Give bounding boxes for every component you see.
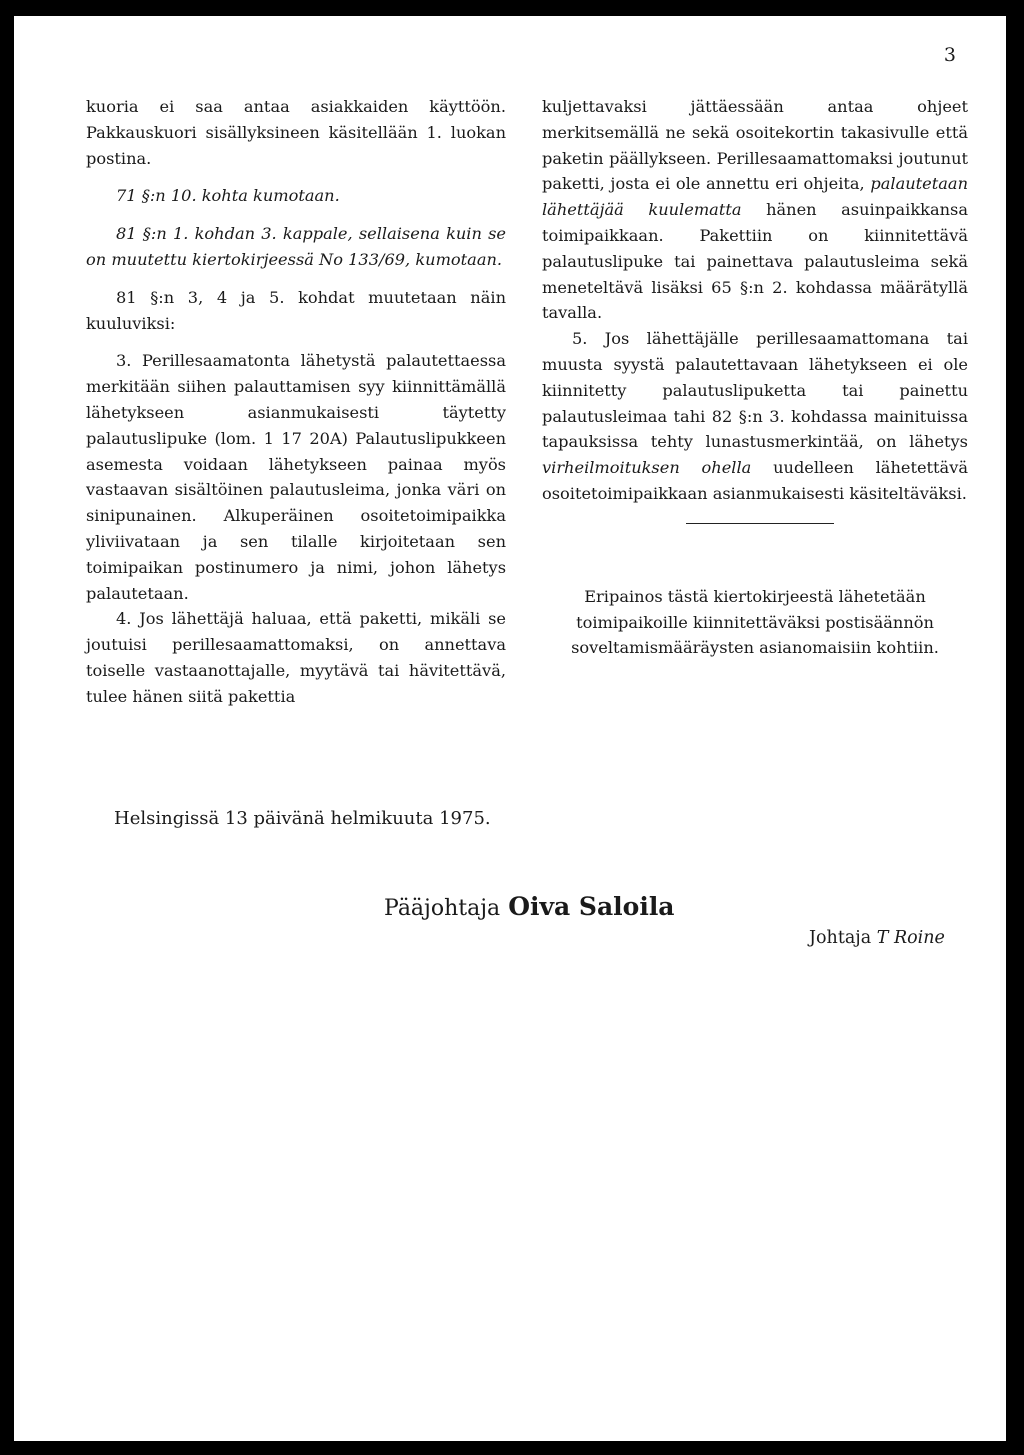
paragraph [542, 94, 968, 326]
paragraph [542, 326, 968, 507]
paragraph: 81 §:n 1. kohdan 3. kappale, sellaisena kuin se on muutettu kiertokirjeessä No 133/69, kumotaan. [86, 224, 506, 269]
page-number: 3 [943, 44, 956, 66]
right-column [542, 94, 968, 661]
document-page [14, 16, 1006, 1441]
emphasis-text: palautetaan lähettäjää kuulematta [542, 174, 968, 220]
signature-director [809, 928, 945, 948]
paragraph: 4. Jos lähettäjä haluaa, että paketti, mikäli se joutuisi perillesaamattomaksi, on annettava toiselle vastaanottajalle, myytävä tai hävitettävä, tulee hänen siitä pakettia [86, 609, 506, 706]
emphasis-text: virheilmoituksen ohella [542, 458, 752, 478]
text-run: 5. Jos lähettäjälle perillesaamattomana tai muusta syystä palautettavaan lähetykseen ei ole kiinnitetty palautuslipuketta tai painettu palautusleimaa tahi 82 §:n 3. kohdassa mainituissa tapauksissa tehty lunastusmerkintää, on lähetys [542, 329, 968, 452]
reprint-note: Eripainos tästä kiertokirjeestä lähetetään toimipaikoille kiinnitettäväksi postisäännön soveltamismääräysten asianomaisiin kohtiin. [571, 586, 939, 658]
text-run: kuljettavaksi jättäessään antaa ohjeet merkitsemällä ne sekä osoitekortin takasivulle että paketin päällykseen. Perillesaamattomaksi joutunut paketti, josta ei ole annettu eri ohjeita, [542, 97, 968, 194]
date-line: Helsingissä 13 päivänä helmikuuta 1975. [114, 808, 491, 829]
text-run: hänen asuinpaikkansa toimipaikkaan. Pakettiin on kiinnitettävä palautuslipuke tai painettava palautusleima sekä meneteltävä lisäksi 65 §:n 2. kohdassa määrätyllä tavalla. [542, 200, 968, 323]
text-run: uudelleen lähetettävä osoitetoimipaikkaan asianmukaisesti käsiteltäväksi. [542, 458, 968, 503]
signature-director-general [384, 892, 675, 921]
signature-name: Oiva Saloila [508, 892, 675, 921]
separator-rule [686, 523, 834, 524]
signature-name: T Roine [876, 928, 945, 948]
paragraph: 71 §:n 10. kohta kumotaan. [116, 186, 340, 206]
left-column [86, 94, 506, 710]
paragraph: 81 §:n 3, 4 ja 5. kohdat muutetaan näin kuuluviksi: [86, 287, 506, 333]
signature-title: Johtaja [809, 928, 872, 948]
signature-title: Pääjohtaja [384, 896, 501, 921]
paragraph: kuoria ei saa antaa asiakkaiden käyttöön. Pakkauskuori sisällyksineen käsitellään 1. luokan postina. [86, 97, 506, 168]
paragraph: 3. Perillesaamatonta lähetystä palautettaessa merkitään siihen palauttamisen syy kiinnittämällä lähetykseen asianmukaisesti täytetty palautuslipuke (lom. 1 17 20A) Palautuslipukkeen asemesta voidaan lähetykseen painaa myös vastaavan sisältöinen palautusleima, jonka väri on sinipunainen. Alkuperäinen osoitetoimipaikka yliviivataan ja sen tilalle kirjoitetaan sen toimipaikan postinumero ja nimi, johon lähetys palautetaan. [86, 351, 506, 603]
